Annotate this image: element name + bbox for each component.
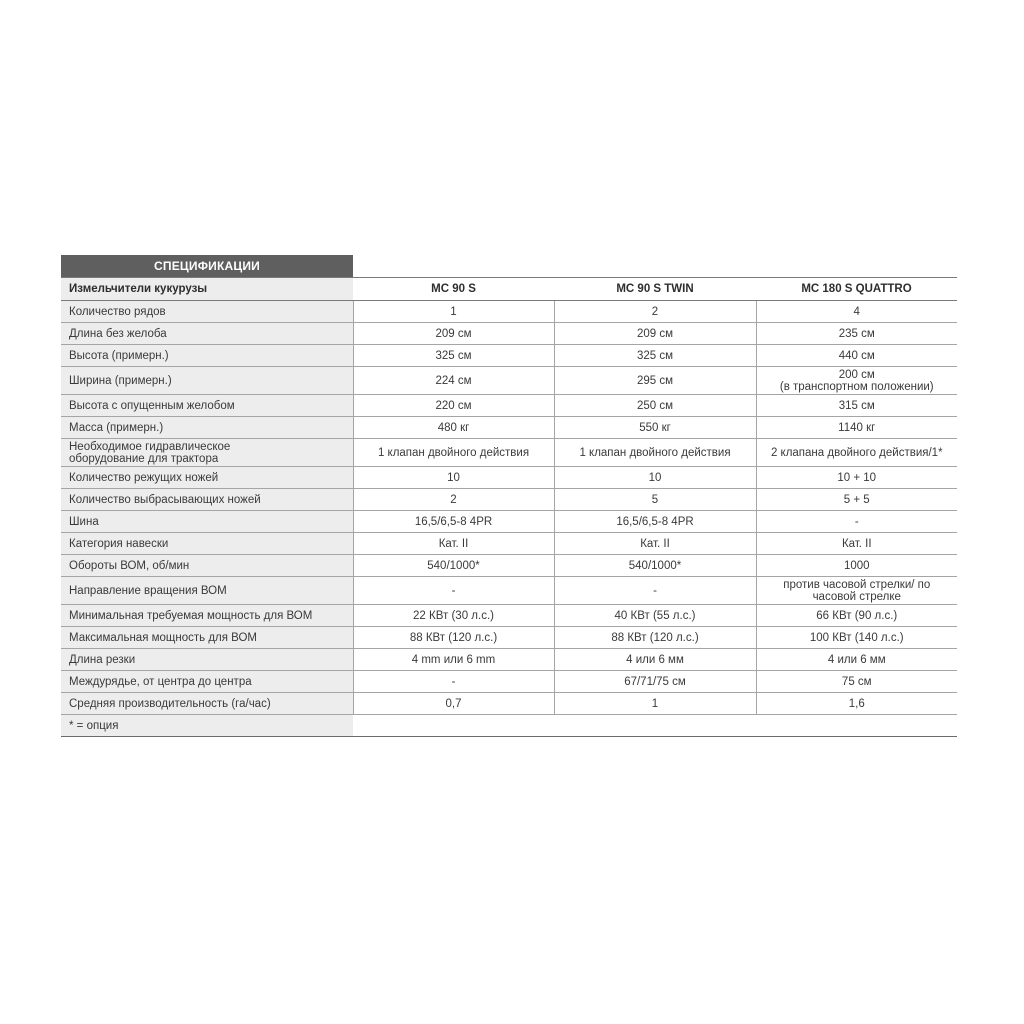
cell-value-note: часовой стрелке <box>812 590 901 603</box>
cell-value: - <box>353 671 554 693</box>
cell-value: 4 или 6 мм <box>756 649 957 671</box>
cell-value: 75 см <box>756 671 957 693</box>
cell-value: 220 см <box>353 395 554 417</box>
table-row <box>61 417 957 439</box>
cell-value: 4 <box>756 301 957 323</box>
cell-value: 540/1000* <box>353 555 554 577</box>
cell-value: 10 <box>353 467 554 489</box>
table-row <box>61 345 957 367</box>
cell-value: 295 см <box>554 367 756 395</box>
cell-value: 66 КВт (90 л.с.) <box>756 605 957 627</box>
cell-value: 480 кг <box>353 417 554 439</box>
spec-tab-title: СПЕЦИФИКАЦИИ <box>61 255 353 277</box>
table-row <box>61 533 957 555</box>
table-row <box>61 467 957 489</box>
row-label <box>61 439 353 467</box>
row-label: Направление вращения ВОМ <box>61 577 353 605</box>
cell-value: 440 см <box>756 345 957 367</box>
cell-value: 1 клапан двойного действия <box>353 439 554 467</box>
cell-value: 2 <box>353 489 554 511</box>
cell-value <box>756 367 957 395</box>
cell-value: 16,5/6,5-8 4PR <box>353 511 554 533</box>
cell-value-line: против часовой стрелки/ по <box>783 578 931 591</box>
table-row <box>61 649 957 671</box>
cell-value: 1 <box>554 693 756 715</box>
table-row <box>61 627 957 649</box>
table-row <box>61 301 957 323</box>
empty-cell <box>756 715 957 737</box>
row-label: Ширина (примерн.) <box>61 367 353 395</box>
table-row <box>61 511 957 533</box>
cell-value: 224 см <box>353 367 554 395</box>
cell-value: 100 КВт (140 л.с.) <box>756 627 957 649</box>
cell-value: 5 <box>554 489 756 511</box>
row-label-line: Необходимое гидравлическое <box>69 440 231 453</box>
cell-value: 1 <box>353 301 554 323</box>
empty-cell <box>554 715 756 737</box>
cell-value: 10 + 10 <box>756 467 957 489</box>
cell-value: Кат. II <box>554 533 756 555</box>
row-label: Максимальная мощность для ВОМ <box>61 627 353 649</box>
cell-value: 1,6 <box>756 693 957 715</box>
table-row <box>61 671 957 693</box>
model-header-mc90s-twin: MC 90 S TWIN <box>554 278 756 301</box>
table-footnote-row <box>61 715 957 737</box>
table-row <box>61 555 957 577</box>
row-label: Масса (примерн.) <box>61 417 353 439</box>
cell-value: 0,7 <box>353 693 554 715</box>
table-row <box>61 367 957 395</box>
row-label: Минимальная требуемая мощность для ВОМ <box>61 605 353 627</box>
cell-value: 325 см <box>353 345 554 367</box>
cell-value: Кат. II <box>353 533 554 555</box>
table-row <box>61 605 957 627</box>
cell-value: 209 см <box>554 323 756 345</box>
table-row <box>61 489 957 511</box>
spec-table <box>61 277 957 737</box>
table-row <box>61 693 957 715</box>
table-row <box>61 395 957 417</box>
row-label: Количество рядов <box>61 301 353 323</box>
row-label: Длина резки <box>61 649 353 671</box>
row-label: Количество выбрасывающих ножей <box>61 489 353 511</box>
cell-value-note: (в транспортном положении) <box>779 380 934 393</box>
empty-cell <box>353 715 554 737</box>
cell-value: 1 клапан двойного действия <box>554 439 756 467</box>
cell-value: 2 клапана двойного действия/1* <box>756 439 957 467</box>
table-row <box>61 577 957 605</box>
table-row <box>61 323 957 345</box>
cell-value: Кат. II <box>756 533 957 555</box>
model-header-mc90s: MC 90 S <box>353 278 554 301</box>
cell-value: 315 см <box>756 395 957 417</box>
row-label: Междурядье, от центра до центра <box>61 671 353 693</box>
cell-value: 22 КВт (30 л.с.) <box>353 605 554 627</box>
row-label: Категория навески <box>61 533 353 555</box>
cell-value: 209 см <box>353 323 554 345</box>
cell-value: 540/1000* <box>554 555 756 577</box>
cell-value: 10 <box>554 467 756 489</box>
cell-value: 325 см <box>554 345 756 367</box>
cell-value: - <box>756 511 957 533</box>
cell-value <box>756 577 957 605</box>
cell-value: 5 + 5 <box>756 489 957 511</box>
cell-value: 88 КВт (120 л.с.) <box>353 627 554 649</box>
row-label: Средняя производительность (га/час) <box>61 693 353 715</box>
cell-value: 67/71/75 см <box>554 671 756 693</box>
row-label: Шина <box>61 511 353 533</box>
cell-value: 235 см <box>756 323 957 345</box>
cell-value: 88 КВт (120 л.с.) <box>554 627 756 649</box>
row-label: Высота с опущенным желобом <box>61 395 353 417</box>
category-header: Измельчители кукурузы <box>61 278 353 301</box>
row-label: Обороты ВОМ, об/мин <box>61 555 353 577</box>
cell-value: - <box>353 577 554 605</box>
row-label: Длина без желоба <box>61 323 353 345</box>
cell-value: 40 КВт (55 л.с.) <box>554 605 756 627</box>
cell-value: 550 кг <box>554 417 756 439</box>
cell-value: 2 <box>554 301 756 323</box>
cell-value: 4 или 6 мм <box>554 649 756 671</box>
cell-value: - <box>554 577 756 605</box>
row-label: Высота (примерн.) <box>61 345 353 367</box>
cell-value: 16,5/6,5-8 4PR <box>554 511 756 533</box>
cell-value-line: 200 см <box>838 368 875 381</box>
cell-value: 4 mm или 6 mm <box>353 649 554 671</box>
cell-value: 1000 <box>756 555 957 577</box>
footnote: * = опция <box>61 715 353 737</box>
row-label: Количество режущих ножей <box>61 467 353 489</box>
cell-value: 1140 кг <box>756 417 957 439</box>
row-label-line: оборудование для трактора <box>69 452 219 465</box>
model-header-mc180s-quattro: MC 180 S QUATTRO <box>756 278 957 301</box>
cell-value: 250 см <box>554 395 756 417</box>
table-header-row <box>61 278 957 301</box>
table-row <box>61 439 957 467</box>
